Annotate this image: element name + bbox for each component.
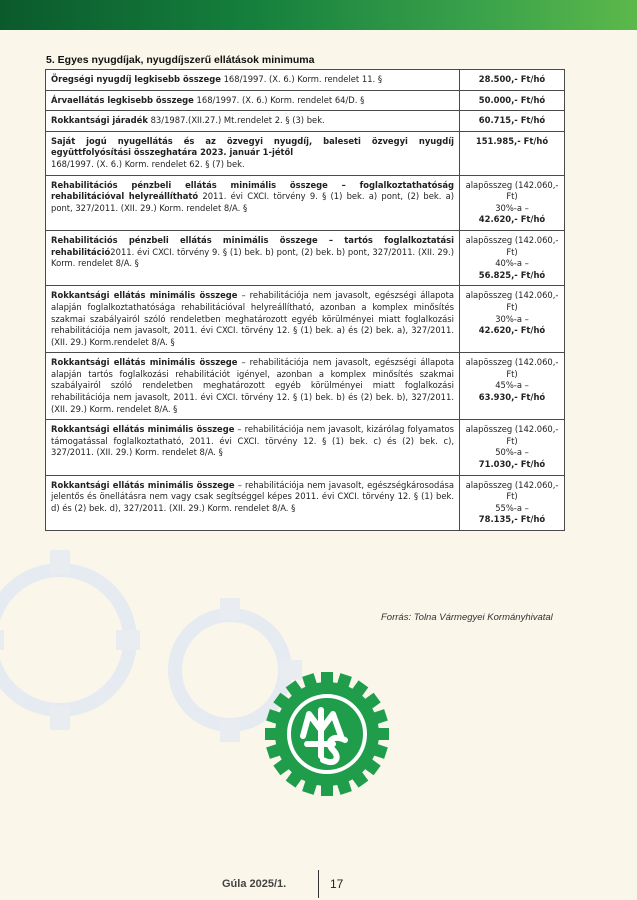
row-base-amount: alapösszeg (142.060,- Ft) xyxy=(465,479,559,502)
section-title: 5. Egyes nyugdíjak, nyugdíjszerű ellátások minimuma xyxy=(46,54,315,66)
row-value: 151.985,- Ft/hó xyxy=(475,135,549,146)
table-row xyxy=(46,230,565,285)
row-legal-basis: 2011. évi CXCI. törvény 9. § (1) bek. a) pont, (2) bek. a) pont, 327/2011. (XII. 29.) Korm. rendelet 8/A. § xyxy=(51,191,454,213)
table-row xyxy=(46,111,565,132)
row-title: Rokkantsági ellátás minimális összege xyxy=(51,290,238,301)
table-row xyxy=(46,475,565,530)
row-percentage: 40%-a – xyxy=(495,258,529,269)
row-amount xyxy=(460,420,565,475)
row-base-amount: alapösszeg (142.060,- Ft) xyxy=(465,234,559,257)
row-base-amount: alapösszeg (142.060,- Ft) xyxy=(465,179,559,202)
row-amount xyxy=(460,131,565,175)
row-percentage: 30%-a – xyxy=(495,313,529,324)
row-value: 56.825,- Ft/hó xyxy=(478,269,546,280)
footer-magazine: Gúla 2025/1. xyxy=(222,878,287,890)
row-amount xyxy=(460,230,565,285)
row-description xyxy=(46,111,460,132)
row-title: Rokkantsági ellátás minimális összege xyxy=(51,424,235,435)
row-description xyxy=(46,420,460,475)
row-value: 42.620,- Ft/hó xyxy=(478,325,546,336)
row-legal-basis: – rehabilitációja nem javasolt, kizárólag folyamatos támogatással foglalkoztatható, 2011. évi CXCI. törvény 12. § (1) bek. c) és (2) bek. c), 327/2011. (XII. 29.) Korm. rendelet 8/A. § xyxy=(51,424,454,458)
row-amount xyxy=(460,475,565,530)
table-row xyxy=(46,420,565,475)
row-percentage: 45%-a – xyxy=(495,380,529,391)
pension-minimum-table xyxy=(45,69,565,531)
table-row xyxy=(46,353,565,420)
row-value: 28.500,- Ft/hó xyxy=(478,74,546,84)
header-green-bar xyxy=(0,0,637,30)
row-percentage: 55%-a – xyxy=(495,502,529,513)
table-row xyxy=(46,90,565,111)
row-legal-basis: – rehabilitációja nem javasolt, egészségkárosodása jelentős és önellátásra nem vagy csak segítséggel képes 2011. évi CXCI. törvény 12. § (1) bek. d) és (2) bek. d), 327/2011. (XII. 29.) Korm. rendelet 8/A. § xyxy=(51,479,454,513)
table-row xyxy=(46,175,565,230)
row-title: Rehabilitációs pénzbeli ellátás minimális összege – foglalkoztathatóság rehabilitációval helyreállítható xyxy=(51,179,454,202)
row-description xyxy=(46,70,460,91)
row-legal-basis: 2011. évi CXCI. törvény 9. § (1) bek. b) pont, (2) bek. b) pont, 327/2011. (XII. 29.) Korm. rendelet 8/A. § xyxy=(51,246,454,269)
row-base-amount: alapösszeg (142.060,- Ft) xyxy=(465,290,559,312)
row-value: 42.620,- Ft/hó xyxy=(478,214,546,225)
row-legal-basis: 168/1997. (X. 6.) Korm. rendelet 11. § xyxy=(220,74,383,84)
row-description xyxy=(46,230,460,285)
row-legal-basis: – rehabilitációja nem javasolt, egészségi állapota alapján foglalkoztathatósága rehabilitációval helyreállítható, azonban a komplex minősítés szakmai szabályairól szóló rendeletben meghatározott egyéb körülményei miatt foglalkozási rehabilitációja nem javasolt, 2011. évi CXCI. törvény 12. § (1) bek. a) és (2) bek. a), 327/2011. (XII. 29.) Korm.rendelet 8/A. § xyxy=(51,290,454,347)
table-row xyxy=(46,286,565,353)
row-title: Árvaellátás legkisebb összege xyxy=(51,94,194,105)
row-title: Rokkantsági ellátás minimális összege xyxy=(51,357,238,368)
row-title: Rehabilitációs pénzbeli ellátás minimális összege – tartós foglalkoztatási rehabilitáció xyxy=(51,234,454,257)
table-row xyxy=(46,131,565,175)
row-description xyxy=(46,90,460,111)
row-description xyxy=(46,131,460,175)
row-legal-basis: – rehabilitációja nem javasolt, egészségi állapota alapján tartós foglalkozási rehabilitációt igényel, azonban a komplex minősítés szakmai szabályairól szóló rendeletben meghatározott egyéb körülményei miatt foglalkozási rehabilitációja nem javasolt, 2011. évi CXCI. törvény 12. § (1) bek. b) és (2) bek. b), 327/2011. (XII. 29.) Korm. rendelet 8/A. § xyxy=(51,357,454,414)
row-percentage: 50%-a – xyxy=(495,447,529,458)
row-value: 78.135,- Ft/hó xyxy=(478,514,546,525)
row-description xyxy=(46,286,460,353)
row-title: Rokkantsági járadék xyxy=(51,115,148,126)
source-note: Forrás: Tolna Vármegyei Kormányhivatal xyxy=(381,612,553,623)
page-number: 17 xyxy=(330,877,344,891)
row-value: 63.930,- Ft/hó xyxy=(478,392,546,403)
row-amount xyxy=(460,175,565,230)
row-title: Saját jogú nyugellátás és az özvegyi nyugdíj, baleseti özvegyi nyugdíj együttfolyósítási összeghatára 2023. január 1-jétől xyxy=(51,135,454,158)
row-amount xyxy=(460,353,565,420)
row-legal-basis: 83/1987.(XII.27.) Mt.rendelet 2. § (3) bek. xyxy=(147,115,325,126)
row-legal-basis: 168/1997. (X. 6.) Korm. rendelet 64/D. § xyxy=(193,94,365,105)
mtsz-gear-logo xyxy=(263,670,391,798)
row-value: 50.000,- Ft/hó xyxy=(478,94,546,105)
row-base-amount: alapösszeg (142.060,- Ft) xyxy=(465,424,559,446)
row-value: 60.715,- Ft/hó xyxy=(478,115,546,126)
row-percentage: 30%-a – xyxy=(495,202,529,213)
footer-divider xyxy=(318,870,319,898)
row-legal-basis: 168/1997. (X. 6.) Korm. rendelet 62. § (7) bek. xyxy=(51,158,245,169)
row-amount xyxy=(460,286,565,353)
row-base-amount: alapösszeg (142.060,- Ft) xyxy=(465,357,559,379)
row-amount xyxy=(460,111,565,132)
row-amount xyxy=(460,90,565,111)
table-row xyxy=(46,70,565,91)
row-title: Öregségi nyugdíj legkisebb összege xyxy=(51,74,221,84)
row-description xyxy=(46,175,460,230)
row-title: Rokkantsági ellátás minimális összege xyxy=(51,479,235,490)
row-description xyxy=(46,353,460,420)
row-description xyxy=(46,475,460,530)
row-value: 71.030,- Ft/hó xyxy=(478,459,546,470)
row-amount xyxy=(460,70,565,91)
